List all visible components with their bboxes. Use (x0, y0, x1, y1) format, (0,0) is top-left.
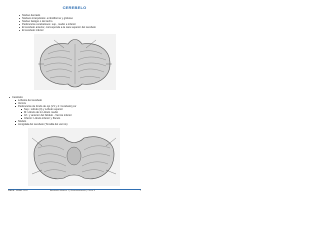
footer-left-text: MAPA - HGAN 2024 (8, 190, 28, 192)
list-item: Nódulo (18, 120, 27, 123)
list-item: Núcleos interpósitos: emboliforme y globoso (22, 17, 73, 20)
list-item: Amígdala del cerebelo (Tonsilla del vermis) (18, 123, 68, 126)
list-item: Inferior: Lóbulo inferior y flóculo (24, 117, 61, 120)
list-item: M: Lóbulo de lo Lóbulo medio (24, 111, 59, 114)
list-item: Lóbulos del cerebelo (18, 99, 42, 102)
list-item: El cerebelo anterior, corresponde a la cara superior del cerebelo (22, 26, 96, 29)
footer-center-text: Anatomía Médica 1 | Neuroanatomía | Clase 8 (50, 190, 95, 192)
list-item: Vermis (18, 102, 26, 105)
list-item: Pedúnculos de fondo de ojo (V1 y 2: Cerebelo) por (18, 105, 77, 108)
cerebellum-inferior-figure (28, 128, 120, 186)
page-number: 1 (139, 190, 141, 192)
list-item: Sup.: Lóbulo (lt) y Lóbulo superior (24, 108, 63, 111)
list-item: Inf.: y anterior del Nódulo - Vermis inferior (24, 114, 72, 117)
list-item: Núcleo dentado (22, 14, 41, 17)
list-item: Cerebelo: (12, 96, 24, 99)
list-item: Pedúnculos cerebelosos: sup., medio e inferior (22, 23, 76, 26)
list-item: El cerebelo inferior (22, 29, 44, 32)
list-item: Núcleo fastigio o del techo (22, 20, 53, 23)
page-title: CEREBELO (62, 5, 87, 10)
